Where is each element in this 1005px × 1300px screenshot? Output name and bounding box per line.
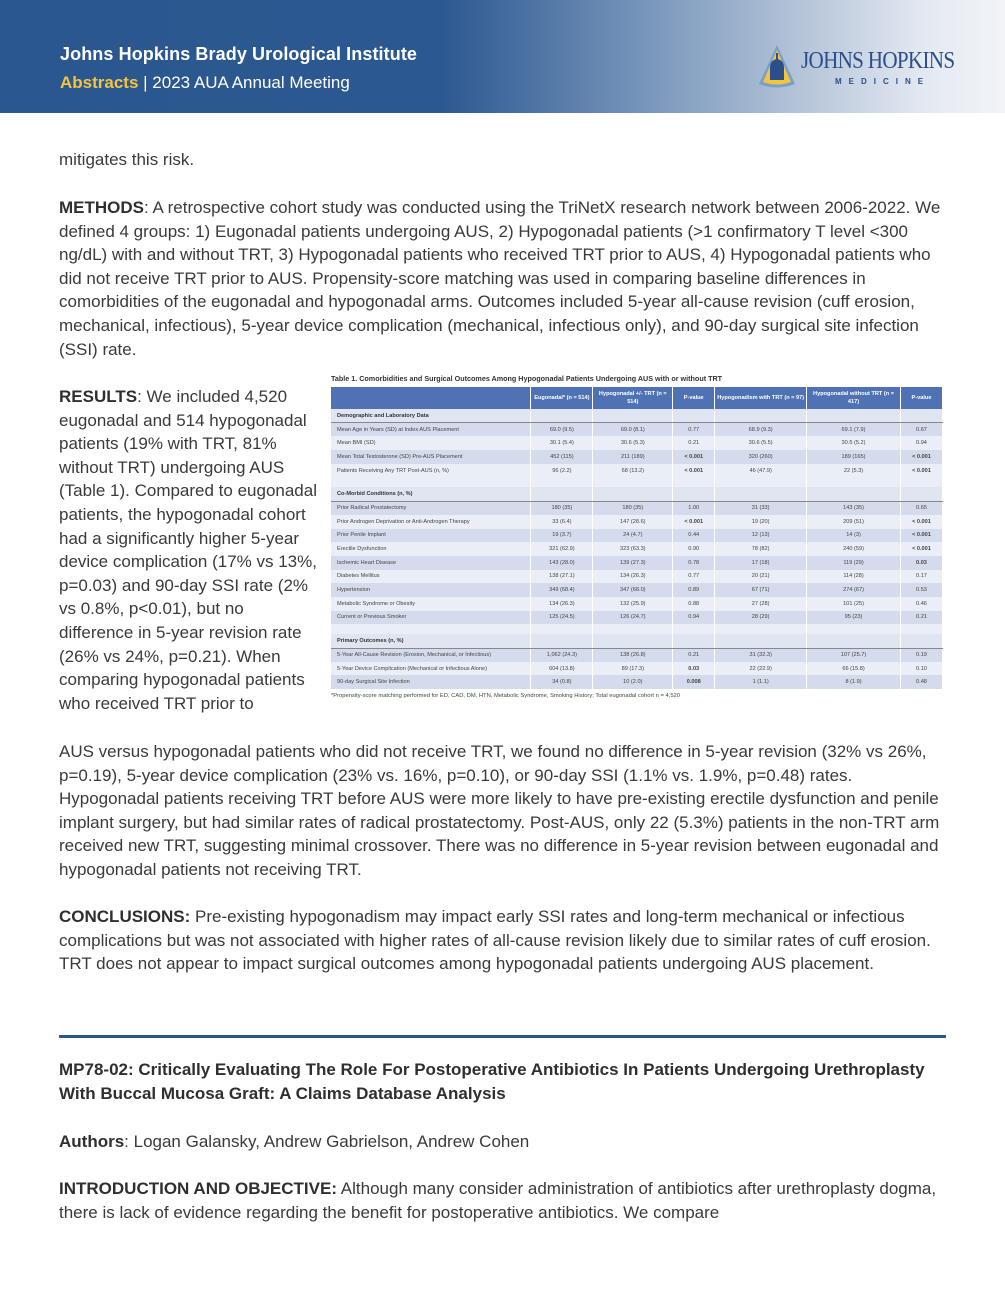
table-row <box>331 597 943 611</box>
table-cell: 604 (13.8) <box>531 662 593 676</box>
table-cell: 0.90 <box>673 542 715 556</box>
table-cell: 12 (13) <box>715 529 807 543</box>
row-label: 5-Year Device Complication (Mechanical or Infectious Alone) <box>331 662 531 676</box>
authors-text: : Logan Galansky, Andrew Gabrielson, Andrew Cohen <box>124 1132 530 1151</box>
row-label: 90-day Surgical Site Infection <box>331 675 531 689</box>
col-header-hypogonadal-all: Hypogonadal +/- TRT (n = 514) <box>593 387 673 409</box>
conclusions-paragraph <box>59 905 949 976</box>
col-header-hypogonadism-trt: Hypogonadism with TRT (n = 97) <box>715 387 807 409</box>
table-body <box>331 409 943 689</box>
row-label: Patients Receiving Any TRT Post-AUS (n, %) <box>331 464 531 478</box>
col-header-pvalue-1: P-value <box>673 387 715 409</box>
conclusions-text: Pre-existing hypogonadism may impact early SSI rates and long-term mechanical or infectious complications but was not associated with higher rates of all-cause revision likely due to similar rates of cuff erosion. TRT does not appear to impact surgical outcomes among hypogonadal patients undergoing AUS placement. <box>59 907 931 974</box>
table-cell: 19 (20) <box>715 515 807 529</box>
table-cell: 180 (35) <box>531 501 593 515</box>
table-cell: 0.21 <box>673 648 715 662</box>
institute-title: Johns Hopkins Brady Urological Institute <box>60 44 418 64</box>
table-cell: 240 (59) <box>807 542 901 556</box>
table-cell: 0.17 <box>900 570 942 584</box>
table-cell: 66 (15.8) <box>807 662 901 676</box>
methods-paragraph <box>59 196 949 361</box>
table-cell: 96 (2.2) <box>531 464 593 478</box>
table-cell: 22 (22.9) <box>715 662 807 676</box>
table-cell: 33 (6.4) <box>531 515 593 529</box>
header-subtitle <box>60 73 350 93</box>
table-cell: 0.88 <box>673 597 715 611</box>
table-cell: 0.10 <box>900 662 942 676</box>
table-cell: 0.77 <box>673 423 715 437</box>
table-cell: 347 (68.0) <box>593 583 673 597</box>
table-header-row <box>331 387 943 409</box>
table-cell: 189 (165) <box>807 450 901 464</box>
table-section-row <box>331 634 943 648</box>
methods-text: : A retrospective cohort study was conducted using the TriNetX research network between 2006-2022. We defined 4 groups: 1) Eugonadal patients undergoing AUS, 2) Hypogonadal patients (>1 confirmatory T level <300 ng/dL) with and without TRT, 3) Hypogonadal patients who received TRT prior to AUS, 4) Hypogonadal patients who did not receive TRT prior to AUS. Propensity-score matching was used in comparing baseline differences in comorbidities of the eugonadal and hypogonadal arms. Outcomes included 5-year all-cause revision (cuff erosion, mechanical, infectious), 5-year device complication (mechanical, infectious only), and 90-day surgical site infection (SSI) rate. <box>59 198 941 359</box>
col-header-label <box>331 387 531 409</box>
methods-label: METHODS <box>59 198 144 217</box>
table-cell: < 0.001 <box>673 464 715 478</box>
table-footnote: *Propensity-score matching performed for ED, CAD, DM, HTN, Metabolic Syndrome, Smoking History; Total eugonadal cohort n = 4,520 <box>331 693 680 700</box>
table-row <box>331 675 943 689</box>
row-label: Prior Penile Implant <box>331 529 531 543</box>
outcomes-table <box>331 387 943 689</box>
table-row <box>331 570 943 584</box>
table-cell: 349 (68.4) <box>531 583 593 597</box>
table-cell: 0.19 <box>900 648 942 662</box>
table-row <box>331 501 943 515</box>
table-cell: < 0.001 <box>900 464 942 478</box>
table-cell: 30.6 (5.5) <box>715 436 807 450</box>
table-cell: 114 (28) <box>807 570 901 584</box>
table-cell: 0.21 <box>900 611 942 625</box>
table-cell: 209 (51) <box>807 515 901 529</box>
table-row <box>331 583 943 597</box>
table-cell: 101 (25) <box>807 597 901 611</box>
table-row <box>331 611 943 625</box>
table-row <box>331 423 943 437</box>
table-cell: 138 (26.8) <box>593 648 673 662</box>
table-row <box>331 648 943 662</box>
intro-text: Although many consider administration of antibiotics after urethroplasty dogma, there is lack of evidence regarding the benefit for postoperative antibiotics. We compare <box>59 1179 937 1222</box>
row-label: Mean Total Testosterone (SD) Pre-AUS Placement <box>331 450 531 464</box>
table-row <box>331 556 943 570</box>
table-cell: 211 (189) <box>593 450 673 464</box>
table-row <box>331 450 943 464</box>
table-cell: 14 (3) <box>807 529 901 543</box>
table-cell: 0.65 <box>900 501 942 515</box>
table-row <box>331 542 943 556</box>
table-cell: 107 (25.7) <box>807 648 901 662</box>
row-label: Metabolic Syndrome or Obesity <box>331 597 531 611</box>
table-cell: 30.6 (5.3) <box>593 436 673 450</box>
table-section-row <box>331 409 943 423</box>
row-label: 5-Year All-Cause Revision (Erosion, Mechanical, or Infectious) <box>331 648 531 662</box>
table-cell: 28 (29) <box>715 611 807 625</box>
table-1 <box>331 374 943 699</box>
table-cell: 30.5 (5.2) <box>807 436 901 450</box>
table-cell: 0.21 <box>673 436 715 450</box>
table-cell: 22 (5.3) <box>807 464 901 478</box>
table-cell: 143 (28.0) <box>531 556 593 570</box>
next-abstract-title: MP78-02: Critically Evaluating The Role For Postoperative Antibiotics In Patients Undergoing Urethroplasty With Buccal Mucosa Graft: A Claims Database Analysis <box>59 1060 925 1103</box>
table-cell: 69.1 (7.9) <box>807 423 901 437</box>
table-cell: 1,062 (24.3) <box>531 648 593 662</box>
table-cell: 274 (67) <box>807 583 901 597</box>
table-cell: 0.03 <box>673 662 715 676</box>
table-title: Table 1. Comorbidities and Surgical Outcomes Among Hypogonadal Patients Undergoing AUS with or without TRT <box>331 374 723 383</box>
row-label: Prior Radical Prostatectomy <box>331 501 531 515</box>
row-label: Erectile Dysfunction <box>331 542 531 556</box>
table-cell: 0.94 <box>900 436 942 450</box>
table-cell: 95 (23) <box>807 611 901 625</box>
table-cell: 27 (28) <box>715 597 807 611</box>
row-label: Mean BMI (SD) <box>331 436 531 450</box>
table-cell: 20 (21) <box>715 570 807 584</box>
table-cell: 78 (82) <box>715 542 807 556</box>
table-cell: 8 (1.9) <box>807 675 901 689</box>
table-row <box>331 515 943 529</box>
table-cell: 0.48 <box>900 675 942 689</box>
table-cell: 119 (29) <box>807 556 901 570</box>
jhm-logo <box>757 44 955 92</box>
section-label: Co-Morbid Conditions (n, %) <box>331 487 531 501</box>
section-label: Demographic and Laboratory Data <box>331 409 531 423</box>
table-cell: 138 (27.1) <box>531 570 593 584</box>
table-cell: 134 (26.3) <box>531 597 593 611</box>
table-row <box>331 662 943 676</box>
table-cell: 67 (71) <box>715 583 807 597</box>
col-header-eugonadal: Eugonadal* (n = 514) <box>531 387 593 409</box>
table-row <box>331 464 943 478</box>
row-label: Current or Previous Smoker <box>331 611 531 625</box>
table-cell: 147 (28.6) <box>593 515 673 529</box>
table-row <box>331 436 943 450</box>
table-row <box>331 529 943 543</box>
col-header-hypogonadal-no-trt: Hypogonadal without TRT (n = 417) <box>807 387 901 409</box>
table-cell: 0.89 <box>673 583 715 597</box>
table-cell: 17 (18) <box>715 556 807 570</box>
row-label: Prior Androgen Deprivation or Anti-Androgen Therapy <box>331 515 531 529</box>
table-spacer-row <box>331 477 943 487</box>
table-cell: < 0.001 <box>673 515 715 529</box>
authors-label: Authors <box>59 1132 125 1151</box>
table-cell: 0.67 <box>900 423 942 437</box>
table-cell: 321 (62.9) <box>531 542 593 556</box>
table-cell: 180 (35) <box>593 501 673 515</box>
shield-dome-icon <box>757 44 797 90</box>
row-label: Diabetes Mellitus <box>331 570 531 584</box>
table-cell: 0.008 <box>673 675 715 689</box>
logo-submark: MEDICINE <box>835 77 931 86</box>
page-header <box>0 0 1005 113</box>
section-label: Primary Outcomes (n, %) <box>331 634 531 648</box>
results-paragraph-continued: AUS versus hypogonadal patients who did not receive TRT, we found no difference in 5-year revision (32% vs 26%, p=0.19), 5-year device complication (23% vs. 16%, p=0.10), or 90-day SSI (1.1% vs. 1.9%, p=0.48) rates. Hypogonadal patients receiving TRT before AUS were more likely to have pre-existing erectile dysfunction and penile implant surgery, but had similar rates of radical prostatectomy. Post-AUS, only 22 (5.3%) patients in the non-TRT arm received new TRT, suggesting minimal crossover. There was no difference in 5-year revision between eugonadal and hypogonadal patients not receiving TRT. <box>59 742 940 879</box>
table-cell: 69.0 (9.5) <box>531 423 593 437</box>
table-cell: 0.44 <box>673 529 715 543</box>
table-cell: 1.00 <box>673 501 715 515</box>
table-cell: < 0.001 <box>900 450 942 464</box>
table-cell: 68.9 (9.3) <box>715 423 807 437</box>
table-cell: 1 (1.1) <box>715 675 807 689</box>
results-text-column: : We included 4,520 eugonadal and 514 hypogonadal patients (19% with TRT, 81% without TRT) undergoing AUS (Table 1). Compared to eugonadal patients, the hypogonadal cohort had a significantly higher 5-year device complication (17% vs 13%, p=0.03) and 90-day SSI rate (2% vs 0.8%, p<0.01), but no difference in 5-year revision rate (26% vs 24%, p=0.21). When comparing hypogonadal patients who received TRT prior to <box>59 387 317 713</box>
table-cell: 34 (0.8) <box>531 675 593 689</box>
logo-wordmark: JOHNS HOPKINS <box>801 48 955 74</box>
table-cell: 89 (17.3) <box>593 662 673 676</box>
table-cell: 132 (25.9) <box>593 597 673 611</box>
table-cell: 24 (4.7) <box>593 529 673 543</box>
table-cell: 452 (115) <box>531 450 593 464</box>
meeting-label: 2023 AUA Annual Meeting <box>152 73 350 92</box>
table-cell: 323 (63.3) <box>593 542 673 556</box>
subtitle-separator: | <box>138 73 153 92</box>
table-section-row <box>331 487 943 501</box>
table-cell: 139 (27.3) <box>593 556 673 570</box>
table-cell: 125 (24.5) <box>531 611 593 625</box>
table-cell: 0.77 <box>673 570 715 584</box>
table-cell: 143 (35) <box>807 501 901 515</box>
table-spacer-row <box>331 624 943 634</box>
table-cell: < 0.001 <box>900 529 942 543</box>
table-cell: 68 (13.2) <box>593 464 673 478</box>
table-cell: < 0.001 <box>900 542 942 556</box>
row-label: Ischemic Heart Disease <box>331 556 531 570</box>
table-cell: < 0.001 <box>673 450 715 464</box>
table-cell: 31 (32.3) <box>715 648 807 662</box>
row-label: Mean Age in Years (SD) at Index AUS Placement <box>331 423 531 437</box>
continuation-text: mitigates this risk. <box>59 150 195 169</box>
table-cell: 320 (260) <box>715 450 807 464</box>
table-cell: 0.46 <box>900 597 942 611</box>
table-cell: 10 (2.0) <box>593 675 673 689</box>
table-cell: 69.0 (8.1) <box>593 423 673 437</box>
table-cell: 19 (3.7) <box>531 529 593 543</box>
section-divider <box>59 1035 946 1038</box>
table-cell: 126 (24.7) <box>593 611 673 625</box>
authors-line <box>59 1130 529 1154</box>
col-header-pvalue-2: P-value <box>900 387 942 409</box>
results-paragraph-column <box>59 385 319 715</box>
intro-paragraph <box>59 1177 949 1224</box>
table-cell: < 0.001 <box>900 515 942 529</box>
table-cell: 46 (47.9) <box>715 464 807 478</box>
table-cell: 30.1 (5.4) <box>531 436 593 450</box>
abstracts-label: Abstracts <box>60 73 139 92</box>
intro-label: INTRODUCTION AND OBJECTIVE: <box>59 1179 337 1198</box>
table-cell: 0.03 <box>900 556 942 570</box>
conclusions-label: CONCLUSIONS: <box>59 907 191 926</box>
row-label: Hypertension <box>331 583 531 597</box>
results-label: RESULTS <box>59 387 138 406</box>
table-cell: 0.53 <box>900 583 942 597</box>
table-cell: 0.94 <box>673 611 715 625</box>
table-cell: 0.78 <box>673 556 715 570</box>
table-cell: 134 (26.3) <box>593 570 673 584</box>
table-cell: 31 (33) <box>715 501 807 515</box>
